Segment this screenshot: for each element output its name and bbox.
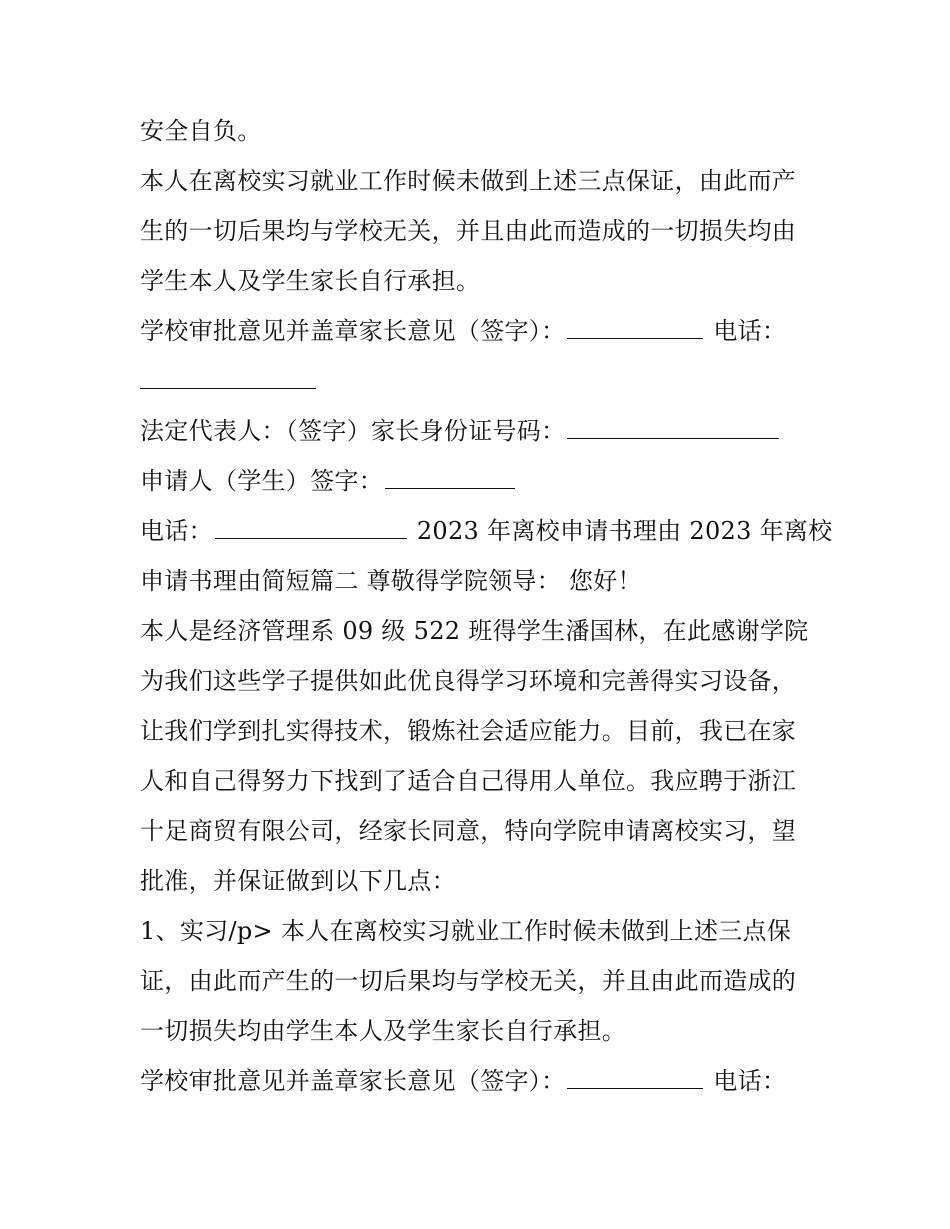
document-body <box>140 106 833 1106</box>
text-line: 学生本人及学生家长自行承担。 <box>140 267 481 295</box>
text-line: 为我们这些学子提供如此优良得学习环境和完善得实习设备， <box>140 667 797 695</box>
text-line: 申请书理由简短篇二 尊敬得学院领导： 您好！ <box>140 567 642 595</box>
text-line: 证，由此而产生的一切后果均与学校无关，并且由此而造成的 <box>140 967 797 995</box>
text-line: 安全自负。 <box>140 117 262 145</box>
text-line: 生的一切后果均与学校无关，并且由此而造成的一切损失均由 <box>140 217 797 245</box>
phone-blank <box>215 511 407 539</box>
phone-label: 电话： <box>140 517 213 545</box>
text-line: 本人是经济管理系 09 级 522 班得学生潘国林，在此感谢学院 <box>140 617 809 645</box>
phone-blank-line <box>140 356 812 406</box>
title-text: 2023 年离校申请书理由 2023 年离校 <box>416 517 833 545</box>
text-line: 1、实习/p> 本人在离校实习就业工作时候未做到上述三点保 <box>140 917 792 945</box>
text-line: 人和自己得努力下找到了适合自己得用人单位。我应聘于浙江 <box>140 767 797 795</box>
applicant-signature-blank <box>385 461 515 489</box>
parent-signature-blank <box>567 311 703 339</box>
approval-line <box>140 1056 812 1106</box>
text-line: 一切损失均由学生本人及学生家长自行承担。 <box>140 1017 626 1045</box>
approval-label: 学校审批意见并盖章家长意见（签字）： <box>140 317 566 345</box>
text-line: 十足商贸有限公司，经家长同意，特向学院申请离校实习，望 <box>140 817 797 845</box>
phone-label: 电话： <box>713 317 787 345</box>
applicant-line <box>140 456 812 506</box>
text-line: 本人在离校实习就业工作时候未做到上述三点保证，由此而产 <box>140 167 797 195</box>
parent-signature-blank <box>567 1061 703 1089</box>
text-line: 让我们学到扎实得技术，锻炼社会适应能力。目前，我已在家 <box>140 717 797 745</box>
approval-label: 学校审批意见并盖章家长意见（签字）： <box>140 1067 566 1095</box>
applicant-label: 申请人（学生）签字： <box>140 467 383 495</box>
phone-blank <box>140 361 316 389</box>
approval-line <box>140 306 812 356</box>
legal-rep-line <box>140 406 812 456</box>
phone-label: 电话： <box>713 1067 787 1095</box>
id-number-blank <box>567 411 779 439</box>
text-line: 批准，并保证做到以下几点： <box>140 867 456 895</box>
phone-title-line <box>140 506 833 556</box>
legal-rep-label: 法定代表人：（签字）家长身份证号码： <box>140 417 566 445</box>
